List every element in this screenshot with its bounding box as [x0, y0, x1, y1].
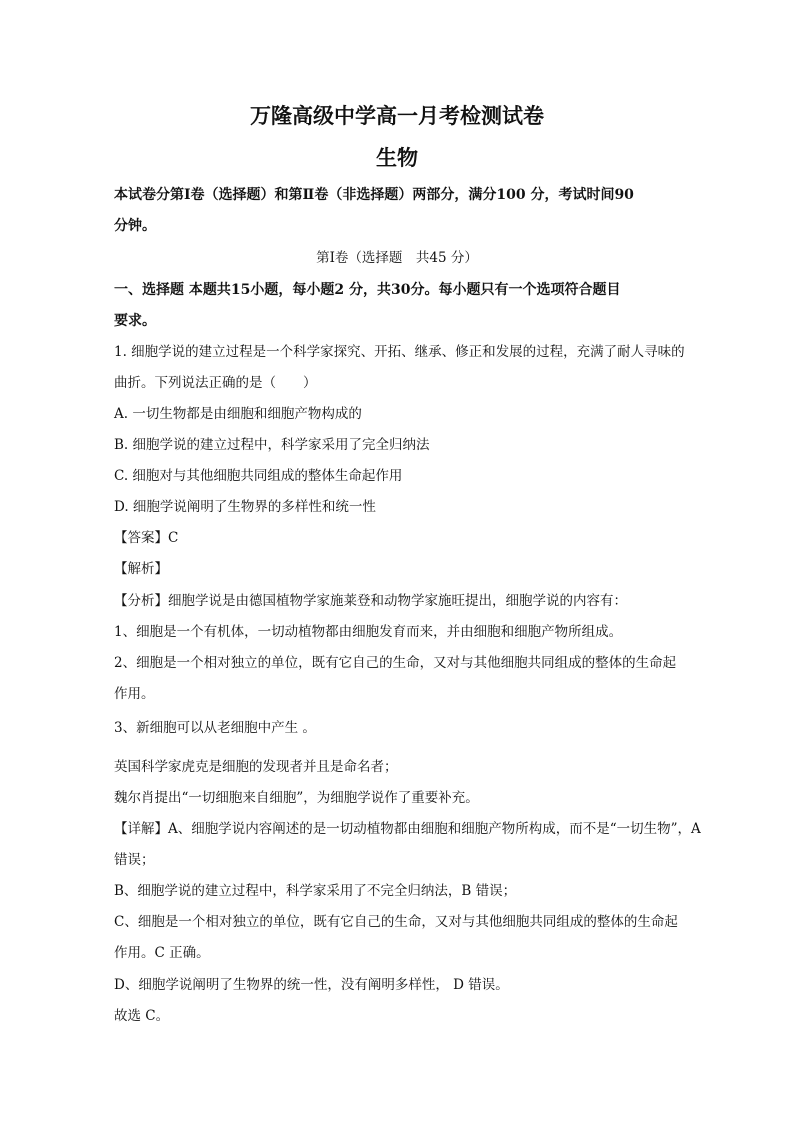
analysis-line-1: 【分析】细胞学说是由德国植物学家施莱登和动物学家施旺提出，细胞学说的内容有：	[114, 593, 627, 609]
option-d: D. 细胞学说阐明了生物界的多样性和统一性	[114, 499, 376, 515]
option-a: A. 一切生物都是由细胞和细胞产物构成的	[114, 406, 362, 422]
part1-heading: 第Ⅰ卷（选择题 共45 分）	[316, 250, 478, 266]
analysis-line-3: 2、细胞是一个相对独立的单位，既有它自己的生命，又对与其他细胞共同组成的整体的生命起	[114, 655, 677, 671]
section1-line-2: 要求。	[114, 313, 156, 329]
detail-line-1: 【详解】A、细胞学说内容阐述的是一切动植物都由细胞和细胞产物所构成，而不是“一切生物”，A	[114, 821, 701, 837]
detail-line-4: C、细胞是一个相对独立的单位，既有它自己的生命，又对与其他细胞共同组成的整体的生命起	[114, 914, 678, 930]
section1-line-1: 一、选择题 本题共15小题，每小题2 分，共30分。每小题只有一个选项符合题目	[114, 282, 621, 298]
analysis-label: 【解析】	[114, 561, 168, 577]
exam-title: 万隆高级中学高一月考检测试卷	[250, 103, 544, 128]
detail-line-3: B、细胞学说的建立过程中，科学家采用了不完全归纳法，B 错误；	[114, 883, 517, 899]
answer-line: 【答案】C	[114, 530, 179, 546]
analysis-line-4: 作用。	[114, 686, 155, 702]
detail-line-2: 错误；	[114, 852, 155, 868]
detail-line-7: 故选 C。	[114, 1008, 170, 1024]
analysis-line-7: 魏尔肖提出“一切细胞来自细胞”，为细胞学说作了重要补充。	[114, 790, 479, 806]
intro-line-2: 分钟。	[114, 218, 156, 234]
question1-stem-line-1: 1. 细胞学说的建立过程是一个科学家探究、开拓、继承、修正和发展的过程，充满了耐人寻味的	[114, 344, 685, 360]
analysis-line-5: 3、新细胞可以从老细胞中产生 。	[114, 720, 316, 736]
subject-title: 生物	[376, 145, 418, 170]
option-c: C. 细胞对与其他细胞共同组成的整体生命起作用	[114, 468, 403, 484]
detail-line-5: 作用。C 正确。	[114, 945, 210, 961]
intro-line-1: 本试卷分第Ⅰ卷（选择题）和第Ⅱ卷（非选择题）两部分，满分100 分，考试时间90	[114, 187, 634, 203]
question1-stem-line-2: 曲折。下列说法正确的是（ ）	[114, 375, 317, 391]
analysis-line-2: 1、细胞是一个有机体，一切动植物都由细胞发育而来，并由细胞和细胞产物所组成。	[114, 624, 623, 640]
analysis-line-6: 英国科学家虎克是细胞的发现者并且是命名者；	[114, 759, 398, 775]
detail-line-6: D、细胞学说阐明了生物界的统一性，没有阐明多样性， D 错误。	[114, 977, 509, 993]
option-b: B. 细胞学说的建立过程中，科学家采用了完全归纳法	[114, 437, 430, 453]
